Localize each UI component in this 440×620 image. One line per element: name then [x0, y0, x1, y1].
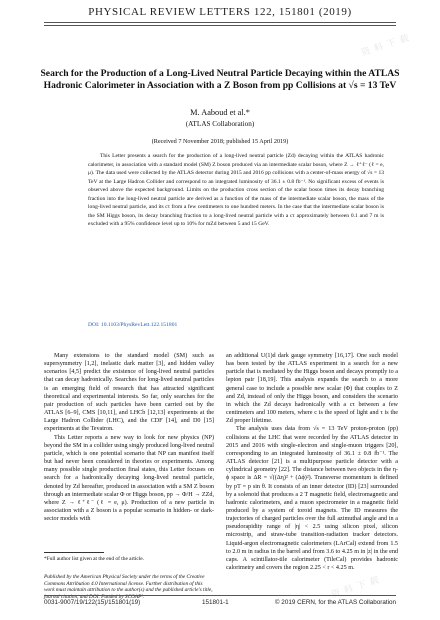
license-statement: Published by the American Physical Society under the terms of the Creative Commons Attribution 4.0 International license. Further distribution of this work must maintain attribution to the author(s) and the published article's title, journal citation, and DOI. Funded by SCOAP³.: [44, 574, 213, 600]
right-paragraph-2: The analysis uses data from √s = 13 TeV proton-proton (pp) collisions at the LHC that were recorded by the ATLAS detector in 2015 and 2016 with single-electron and single-muon triggers [20], corresponding to an integrated luminosity of 36.1 ± 0.8 fb⁻¹. The ATLAS detector [21] is a multipurpose particle detector with a cylindrical geometry [22]. The distance between two objects in the η-ϕ space is ΔR = √((Δη)² + (Δϕ)²). Transverse momentum is defined by pT = p sin θ. It consists of an inner detector (ID) [23] surrounded by a solenoid that produces a 2 T magnetic field, electromagnetic and hadronic calorimeters, and a muon spectrometer in a magnetic field produced by a system of toroid magnets. The ID measures the trajectories of charged particles over the full azimuthal angle and in a pseudorapidity range of |η| < 2.5 using silicon pixel, silicon microstrip, and straw-tube transition-radiation tracker detectors. Liquid-argon electromagnetic calorimeters (LArCal) extend from 1.5 to 2.0 m in radius in the barrel and from 3.6 to 4.25 m in |z| in the end caps. A scintillator-tile calorimeter (TileCal) provides hadronic calorimetry and covers the region 2.25 < r < 4.25 m.: [226, 426, 398, 572]
received-dates: (Received 7 November 2018; published 15 April 2019): [151, 138, 289, 145]
header-rule: [44, 22, 396, 23]
header-rule-second: [44, 25, 396, 26]
watermark-top: 资 料 下 载: [359, 32, 411, 58]
left-paragraph-2: This Letter reports a new way to look for new physics (NP) beyond the SM in a collider using singly produced long-lived neutral particle, which is one potential scenario that NP can manifest itself but had never been considered in theories or experiments. Among many possible single production final states, this Letter focuses on search for a hadronically decaying long-lived neutral particle, denoted by Zd hereafter, produced in association with a SM Z boson through an intermediate scalar Φ or Higgs boson, pp → Φ/H → ZZd, where Z → ℓ⁺ℓ⁻ (ℓ = e, μ). Production of a new particle in association with a Z boson is a popular scenario in hidden- or dark-sector models with: [44, 434, 214, 523]
journal-header: PHYSICAL REVIEW LETTERS 122, 151801 (2019): [88, 6, 352, 18]
author-footnote: *Full author list given at the end of the article.: [44, 556, 145, 562]
title-line-2: Hadronic Calorimeter in Association with a Z Boson from pp Collisions at √s = 13 TeV: [43, 80, 397, 91]
collaboration: (ATLAS Collaboration): [185, 120, 255, 128]
abstract: This Letter presents a search for the production of a long-lived neutral particle (Zd) decaying within the ATLAS hadronic calorimeter, in association with a standard model (SM) Z boson produced via an intermediate scalar boson, where Z → ℓ⁺ℓ⁻ (ℓ = e, μ). The data used were collected by the ATLAS detector during 2015 and 2016 pp collisions with a center-of-mass energy of √s = 13 TeV at the Large Hadron Collider and correspond to an integrated luminosity of 36.1 ± 0.8 fb⁻¹. No significant excess of events is observed above the expected background. Limits on the production cross section of the scalar boson times its decay branching fraction into the long-lived neutral particle are derived as a function of the mass of the intermediate scalar boson, the mass of the long-lived neutral particle, and its cτ from a few centimeters to one hundred meters. In the case that the intermediate scalar boson is the SM Higgs boson, its decay branching fraction to a long-lived neutral particle with a cτ approximately between 0.1 and 7 m is excluded with a 95% confidence level up to 10% for mZd between 5 and 15 GeV.: [88, 153, 384, 228]
paper-title: [30, 68, 410, 92]
footer-left: 0031-9007/19/122(15)/151801(19): [44, 599, 141, 606]
left-paragraph-1: Many extensions to the standard model (SM) such as supersymmetry [1,2], inelastic dark matter [3], and hidden valley scenarios [4,5] predict the existence of long-lived neutral particles that can decay hadronically. Searches for long-lived neutral particles is an emerging field of research that has attracted significant theoretical and experimental interests. So far, only searches for the pair production of such particles have been carried out by the ATLAS [6–9], CMS [10,11], and LHCb [12,13] experiments at the Large Hadron Collider (LHC), and the CDF [14], and D0 [15] experiments at the Tevatron.: [44, 353, 214, 433]
title-line-1: Search for the Production of a Long-Lived Neutral Particle Decaying within the ATLAS: [40, 68, 400, 79]
footer-rule: [44, 595, 396, 596]
footer-right: © 2019 CERN, for the ATLAS Collaboration: [274, 599, 396, 606]
authors: M. Aaboud et al.*: [190, 108, 250, 117]
doi-link[interactable]: DOI: 10.1103/PhysRevLett.122.151801: [88, 322, 178, 328]
footnote-rule: [44, 552, 104, 553]
left-column: [44, 352, 214, 523]
right-column: [226, 352, 398, 572]
right-paragraph-1: an additional U(1)d dark gauge symmetry [16,17]. One such model has been tested by the ATLAS experiment in a search for a new particle that is mediated by the Higgs boson and decays promptly to a lepton pair [18,19]. This analysis expands the search to a more general case to include a possible new scalar (Φ) that couples to Z and Zd, instead of only the Higgs boson, and considers the scenario in which the Zd decays hadronically with a cτ between a few centimeters and 100 meters, where c is the speed of light and τ is the Zd proper lifetime.: [226, 353, 398, 425]
footer-center: 151801-1: [202, 599, 229, 606]
watermark-bottom: 资 料 下 载: [329, 574, 381, 600]
